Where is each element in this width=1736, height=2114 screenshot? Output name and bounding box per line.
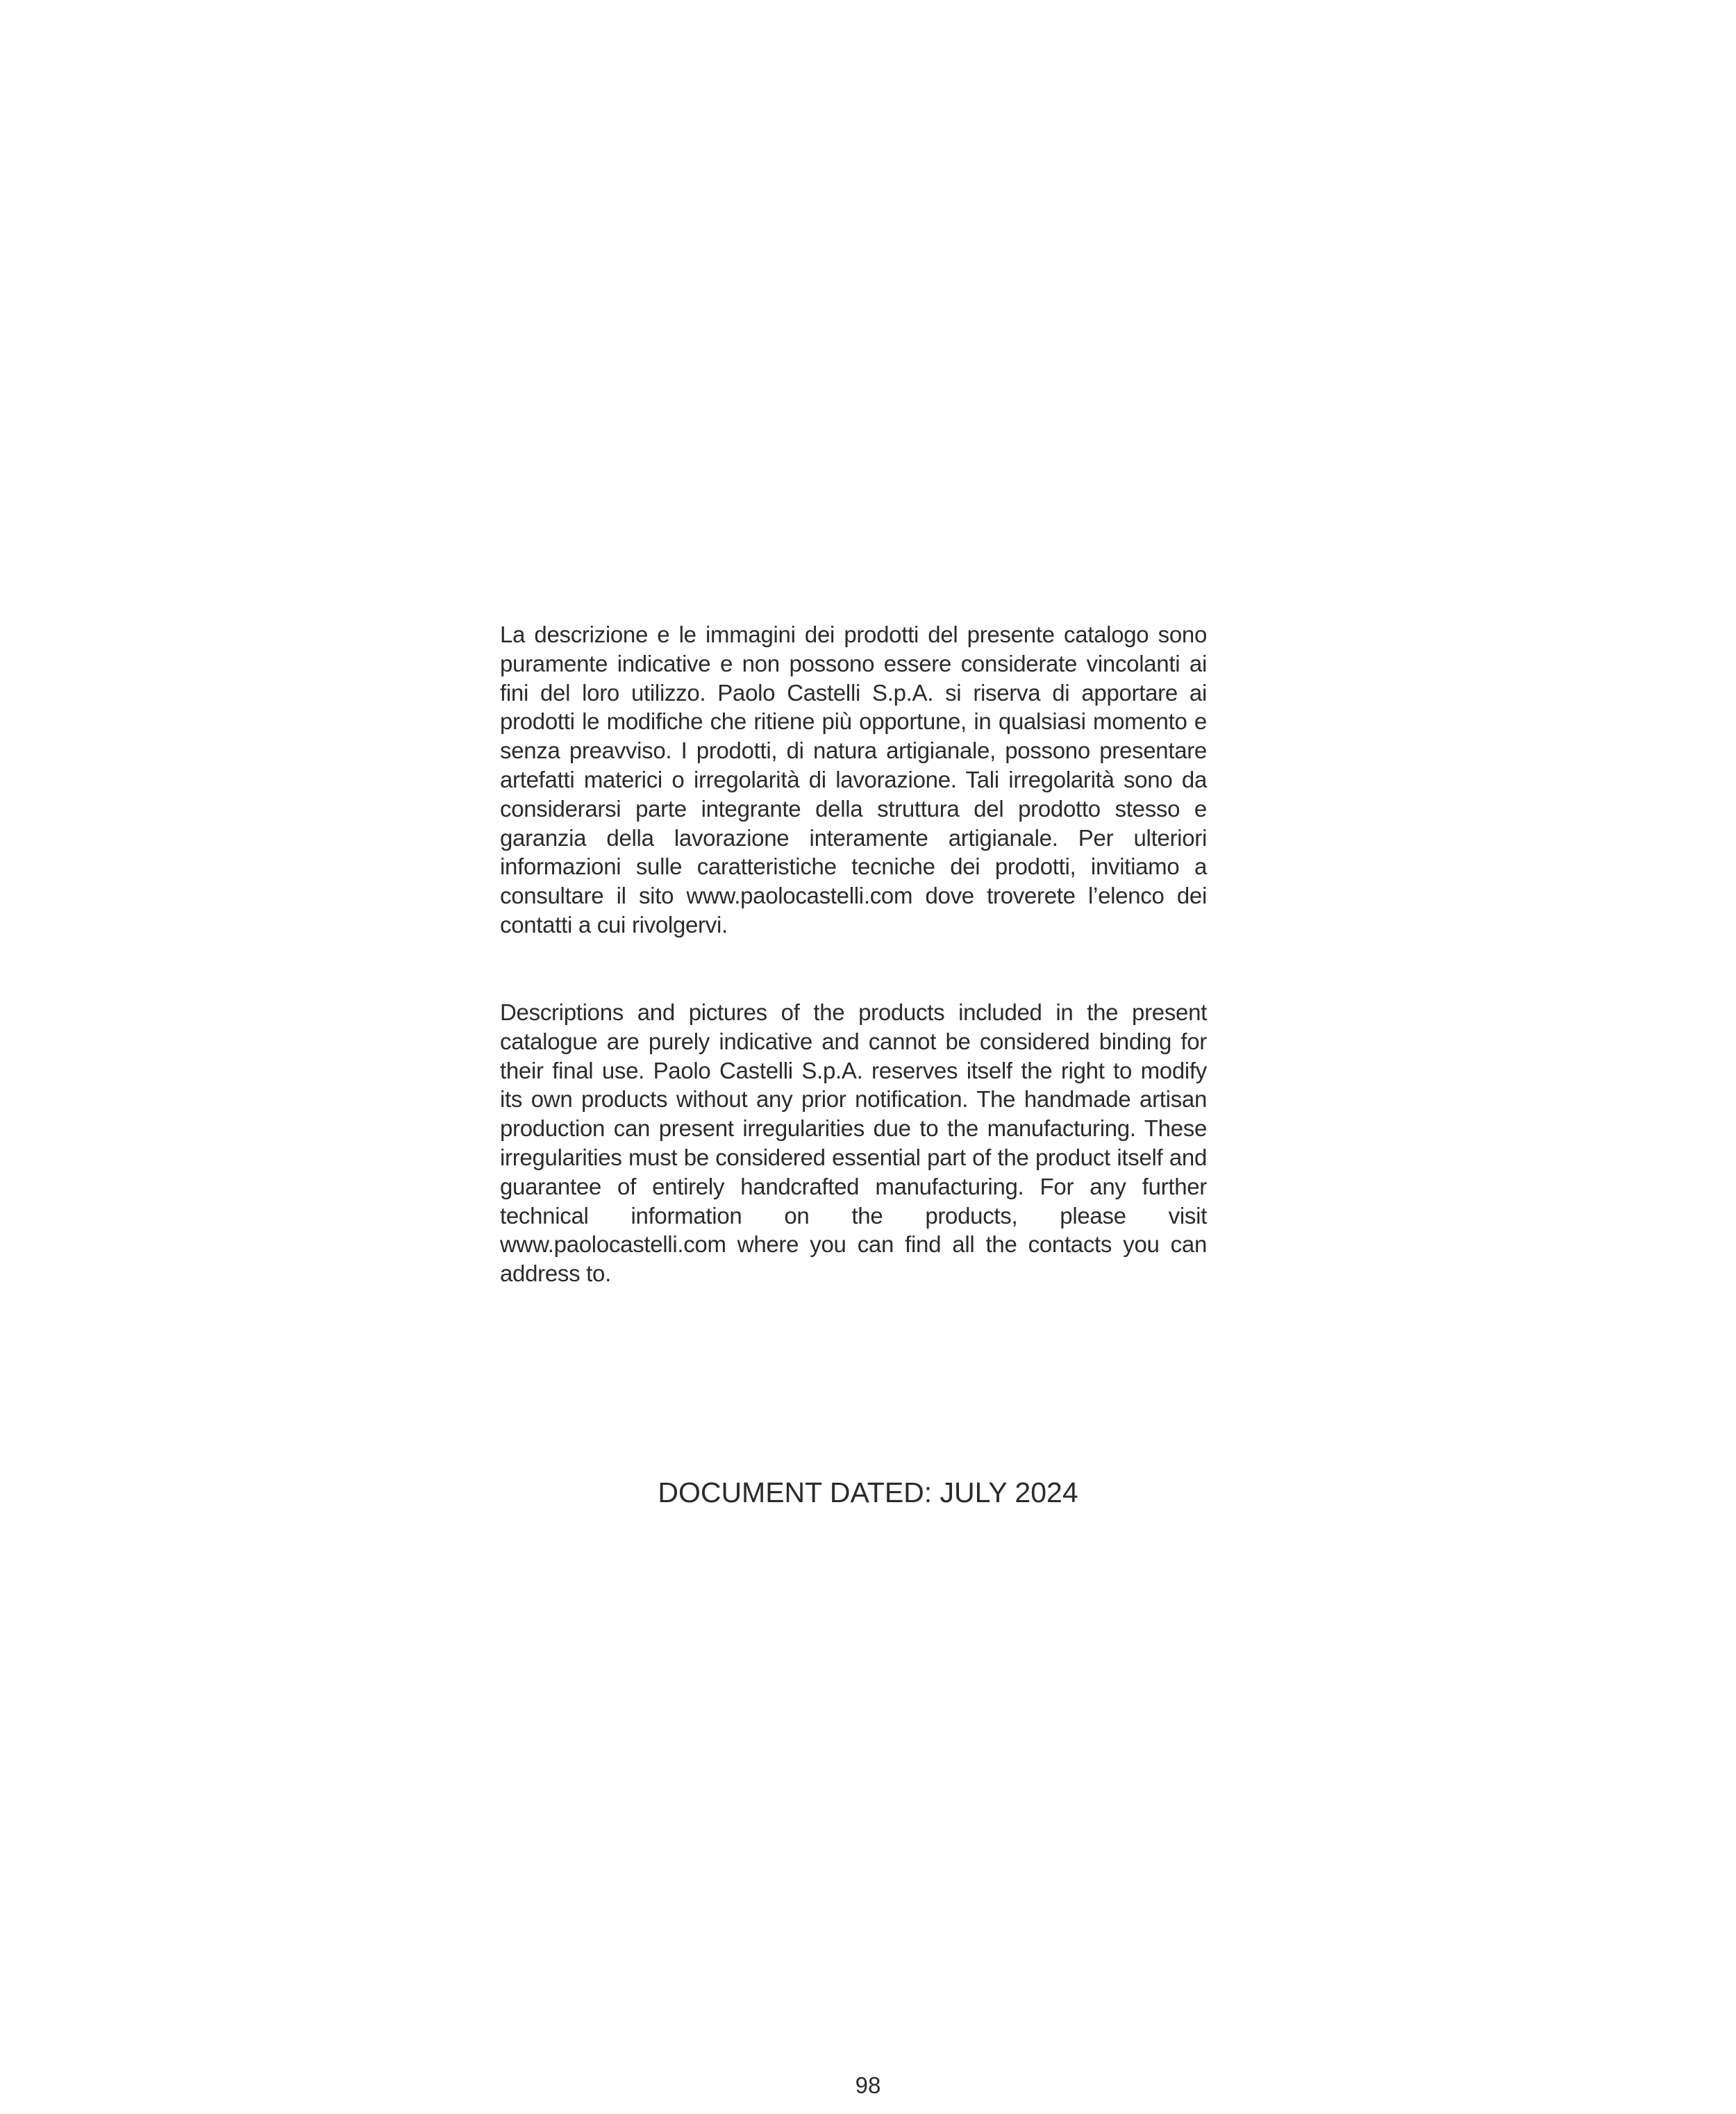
disclaimer-english: Descriptions and pictures of the products included in the present catalogue are purely indicative and cannot be considered binding for their final use. Paolo Castelli S.p.A. reserves itself the right to modify its own products without any prior notification. The handmade artisan production can present irregularities due to the manufacturing. These irregularities must be considered essential part of the product itself and guarantee of entirely handcrafted manufacturing. For any further technical information on the products, please visit www.paolocastelli.com where you can find all the contacts you can address to. xyxy=(500,999,1207,1287)
disclaimer-italian: La descrizione e le immagini dei prodotti del presente catalogo sono puramente indicative e non possono essere considerate vincolanti ai fini del loro utilizzo. Paolo Castelli S.p.A. si riserva di apportare ai prodotti le modifiche che ritiene più opportune, in qualsiasi momento e senza preavviso. I prodotti, di natura artigianale, possono presentare artefatti materici o irregolarità di lavorazione. Tali irregolarità sono da considerarsi parte integrante della struttura del prodotto stesso e garanzia della lavorazione interamente artigianale. Per ulteriori informazioni sulle caratteristiche tecniche dei prodotti, invitiamo a consultare il sito www.paolocastelli.com dove troverete l’elenco dei contatti a cui rivolgervi. xyxy=(500,622,1207,938)
page-number: 98 xyxy=(855,2072,881,2098)
document-date: DOCUMENT DATED: JULY 2024 xyxy=(658,1476,1078,1508)
